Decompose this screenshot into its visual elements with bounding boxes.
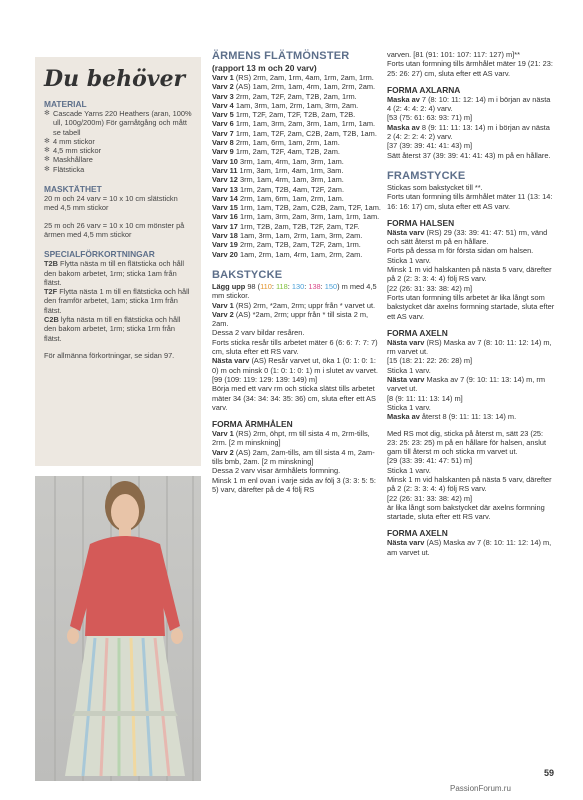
cable-row: Varv 5 1rm, T2F, 2am, T2F, T2B, 2am, T2B. — [212, 110, 356, 120]
front-text: Forts utan formning tills ärmhålet mäter 11 (13: 14: 16: 16: 17) cm, sluta efter ett AS varv. — [387, 192, 553, 211]
back-text: Forts sticka resår tills arbetet mäter 6 (6: 6: 7: 7: 7) cm, sluta efter ett RS varv. — [212, 337, 378, 357]
materials-sidebar — [35, 57, 201, 466]
cable-row: Varv 10 3rm, 1am, 4rm, 1am, 3rm, 1am. — [212, 156, 344, 166]
shoulder-text: Nästa varv (RS) Maska av 7 (8: 10: 11: 12: 14) m, rm varvet ut. — [387, 337, 552, 357]
back-heading: BAKSTYCKE — [212, 268, 283, 281]
armhole-text: Dessa 2 varv visar ärmhålets formning. — [212, 466, 341, 476]
cable-rows — [212, 73, 382, 259]
cable-row: Varv 1 (RS) 2rm, 2am, 1rm, 4am, 1rm, 2am, 1rm. — [212, 73, 374, 82]
abbreviation-c2b: C2B lyfta nästa m till en flätsticka och håll den bakom arbetet, 1rm; sticka 1rm från flätst. — [44, 315, 181, 343]
material-heading: MATERIAL — [44, 99, 87, 109]
cable-row: Varv 4 1am, 3rm, 1am, 2rm, 1am, 3rm, 2am. — [212, 100, 359, 110]
shoulder-text: Maska av återst 8 (9: 11: 11: 13: 14) m. — [387, 412, 517, 422]
material-item: ✻ 4 mm stickor — [44, 137, 192, 146]
cable-row: Varv 19 2rm, 2am, T2B, 2am, T2F, 2am, 1rm. — [212, 240, 361, 250]
armhole-row-1: Varv 1 (RS) 2rm, öhpt, rm till sista 4 m, 2rm-tills, 2rm. [2 m minskning] — [212, 429, 370, 448]
cable-row: Varv 3 2rm, 2am, T2F, 2am, T2B, 2am, 1rm. — [212, 91, 357, 101]
back-row-2: Varv 2 (AS) *2am, 2rm; uppr från * till sista 2 m, 2am. — [212, 309, 369, 329]
cable-row: Varv 13 1rm, 2am, T2B, 4am, T2F, 2am. — [212, 184, 345, 194]
cable-row: Varv 14 2rm, 1am, 6rm, 1am, 2rm, 1am. — [212, 193, 344, 203]
second-side-text: [22 (26: 31: 33: 38: 42) m] — [387, 493, 473, 503]
neck-text: Sticka 1 varv. — [387, 255, 431, 265]
neck-text: Nästa varv (RS) 29 (33: 39: 41: 47: 51) rm, vänd och sätt återst m på en hållare. — [387, 227, 548, 247]
shoulders-text: Maska av 8 (9: 11: 11: 13: 14) m i början av nästa 2 (4: 2: 2: 4: 2) varv. — [387, 122, 550, 142]
cable-row: Varv 6 1rm, 1am, 3rm, 2am, 3rm, 1am, 1rm, 1am. — [212, 119, 376, 129]
back-text: [99 (109: 119: 129: 139: 149) m] — [212, 374, 318, 384]
gauge-heading: MASKTÄTHET — [44, 184, 102, 195]
cable-row: Varv 11 1rm, 3am, 1rm, 4am, 1rm, 3am. — [212, 165, 344, 175]
shoulders-text: Sätt återst 37 (39: 39: 41: 41: 43) m på en hållare. — [387, 150, 551, 160]
continued-text: Forts utan formning tills ärmhålet mäter 19 (21: 23: 25: 26: 27) cm, sluta efter ett AS varv. — [387, 59, 553, 78]
cable-row: Varv 7 1rm, 1am, T2F, 2am, C2B, 2am, T2B, 1am. — [212, 128, 377, 138]
front-heading: FRAMSTYCKE — [387, 169, 466, 182]
shoulder-text: [8 (9: 11: 11: 13: 14) m] — [387, 393, 463, 403]
second-side-text: Med RS mot dig, sticka på återst m, sätt 23 (25: 23: 25: 23: 25) m på en hållare för halsen, anslut garn till återst m och sticka rm varvet ut. — [387, 428, 546, 457]
shoulder-text: Nästa varv Maska av 7 (9: 10: 11: 13: 14) m, rm varvet ut. — [387, 375, 546, 394]
second-side-text: Minsk 1 m vid halskanten på nästa 5 varv, därefter på 2 (2: 3: 3: 4: 4) följ RS varv. — [387, 474, 552, 494]
pattern-column-right — [387, 50, 555, 557]
sidebar-title: Du behöver — [44, 66, 186, 92]
cable-row: Varv 16 1rm, 1am, 3rm, 2am, 3rm, 1am, 1rm, 1am. — [212, 212, 380, 222]
shoulders-heading: FORMA AXLARNA — [387, 84, 461, 95]
front-text: Stickas som bakstycket till **. — [387, 182, 483, 192]
shoulder-text: Sticka 1 varv. — [387, 402, 431, 412]
neck-text: [22 (26: 31: 33: 38: 42) m] — [387, 283, 473, 293]
material-item: ✻ Flätsticka — [44, 165, 192, 174]
general-abbreviations-note: För allmänna förkortningar, se sidan 97. — [44, 350, 175, 360]
cable-row: Varv 9 1rm, 2am, T2F, 4am, T2B, 2am. — [212, 147, 340, 157]
material-item: ✻ Maskhållare — [44, 155, 192, 164]
model-illustration — [35, 476, 201, 781]
back-text: Dessa 2 varv bildar resåren. — [212, 328, 305, 338]
shoulders-text: Maska av 7 (8: 10: 11: 12: 14) m i början av nästa 4 (2: 4: 4: 2: 4) varv. — [387, 94, 551, 114]
neck-text: Minsk 1 m vid halskanten på nästa 5 varv, därefter på 2 (2: 3: 3: 4: 4) följ RS varv. — [387, 265, 552, 284]
armhole-heading: FORMA ÄRMHÅLEN — [212, 419, 293, 430]
shoulder-heading: FORMA AXELN — [387, 327, 448, 338]
shoulders-text: [53 (75: 61: 63: 93: 71) m] — [387, 113, 473, 123]
second-side-text: är lika långt som bakstycket där axelns formning startade, sluta efter ett RS varv. — [387, 502, 545, 522]
shoulder-text-2: Nästa varv (AS) Maska av 7 (8: 10: 11: 12: 14) m, am varvet ut. — [387, 538, 552, 557]
repeat-info: (rapport 13 m och 20 varv) — [212, 63, 317, 73]
abbreviation-t2f: T2F Flytta nästa 1 m till en flätsticka och håll den framför arbetet, 1am; sticka 1rm från flätst. — [44, 287, 190, 315]
cable-row: Varv 15 1rm, 1am, T2B, 2am, C2B, 2am, T2F, 1am. — [212, 203, 381, 213]
material-item: ✻ Cascade Yarns 220 Heathers (aran, 100% ull, 100g/200m) För garnåtgång och mått se tabell — [44, 109, 192, 137]
abbreviations-heading: SPECIALFÖRKORTNINGAR — [44, 249, 155, 260]
watermark: PassionForum.ru — [450, 784, 511, 793]
neck-text: Forts på dessa m för första sidan om halsen. — [387, 246, 534, 256]
second-side-text: Sticka 1 varv. — [387, 465, 431, 475]
cable-row: Varv 18 1am, 3rm, 1am, 2rm, 1am, 3rm, 2am. — [212, 231, 363, 241]
gauge-text: 25 m och 26 varv = 10 x 10 cm mönster på ärmen med 4,5 mm stickor — [44, 220, 185, 239]
back-next-row: Nästa varv (AS) Resår varvet ut, öka 1 (0: 1: 0: 1: 0) m och minsk 0 (1: 0: 1: 0: 1) m i slutet av varvet. — [212, 356, 378, 375]
cable-row: Varv 20 1am, 2rm, 1am, 4rm, 1am, 2rm, 2am. — [212, 249, 363, 259]
abbreviation-t2b: T2B Flytta nästa m till en flätsticka och håll den bakom arbetet, 1rm; sticka 1am från flätst. — [44, 259, 185, 287]
cable-row: Varv 17 1rm, T2B, 2am, T2B, T2F, 2am, T2F. — [212, 221, 360, 231]
model-photo — [35, 476, 201, 781]
armhole-row-2: Varv 2 (AS) 2am, 2am-tills, am till sista 4 m, 2am-tills bmb, 2am. [2 m minskning] — [212, 447, 375, 466]
continued-text: varven. [81 (91: 101: 107: 117: 127) m]** — [387, 50, 520, 59]
neck-text: Forts utan formning tills arbetet är lika långt som bakstycket där axelns formning startade, sluta efter ett AS varv. — [387, 292, 555, 321]
neck-heading: FORMA HALSEN — [387, 217, 455, 228]
material-item: ✻ 4,5 mm stickor — [44, 146, 192, 155]
pattern-column-middle — [212, 50, 382, 494]
back-row-1: Varv 1 (RS) 2rm, *2am, 2rm; uppr från * varvet ut. — [212, 300, 376, 310]
armhole-text: Minsk 1 m enl ovan i varje sida av följ 3 (3: 3: 5: 5: 5) varv, därefter på de 4 följ RS — [212, 475, 376, 494]
cable-row: Varv 2 (AS) 1am, 2rm, 1am, 4rm, 1am, 2rm, 2am. — [212, 82, 376, 92]
second-side-text: [29 (33: 39: 41: 47: 51) m] — [387, 456, 473, 466]
back-text: Börja med ett varv rm och sticka slätst tills arbetet mäter 34 (34: 34: 34: 35: 36) cm, sluta efter ett AS varv. — [212, 384, 376, 412]
cast-on-text: Lägg upp 98 (110: 118: 130: 138: 150) m med 4,5 mm stickor. — [212, 281, 377, 301]
sleeve-cable-heading: ÄRMENS FLÄTMÖNSTER — [212, 50, 350, 62]
cable-row: Varv 8 2rm, 1am, 6rm, 1am, 2rm, 1am. — [212, 138, 340, 148]
shoulder-text: [15 (18: 21: 22: 26: 28) m] — [387, 356, 473, 366]
cable-row: Varv 12 3rm, 1am, 4rm, 1am, 3rm, 1am. — [212, 175, 344, 185]
shoulder-text: Sticka 1 varv. — [387, 365, 431, 375]
page-number: 59 — [544, 768, 555, 778]
shoulders-text: [37 (39: 39: 41: 41: 43) m] — [387, 141, 473, 151]
shoulder-heading-2: FORMA AXELN — [387, 528, 448, 539]
gauge-text: 20 m och 24 varv = 10 x 10 cm slätstickn med 4,5 mm stickor — [44, 194, 178, 213]
